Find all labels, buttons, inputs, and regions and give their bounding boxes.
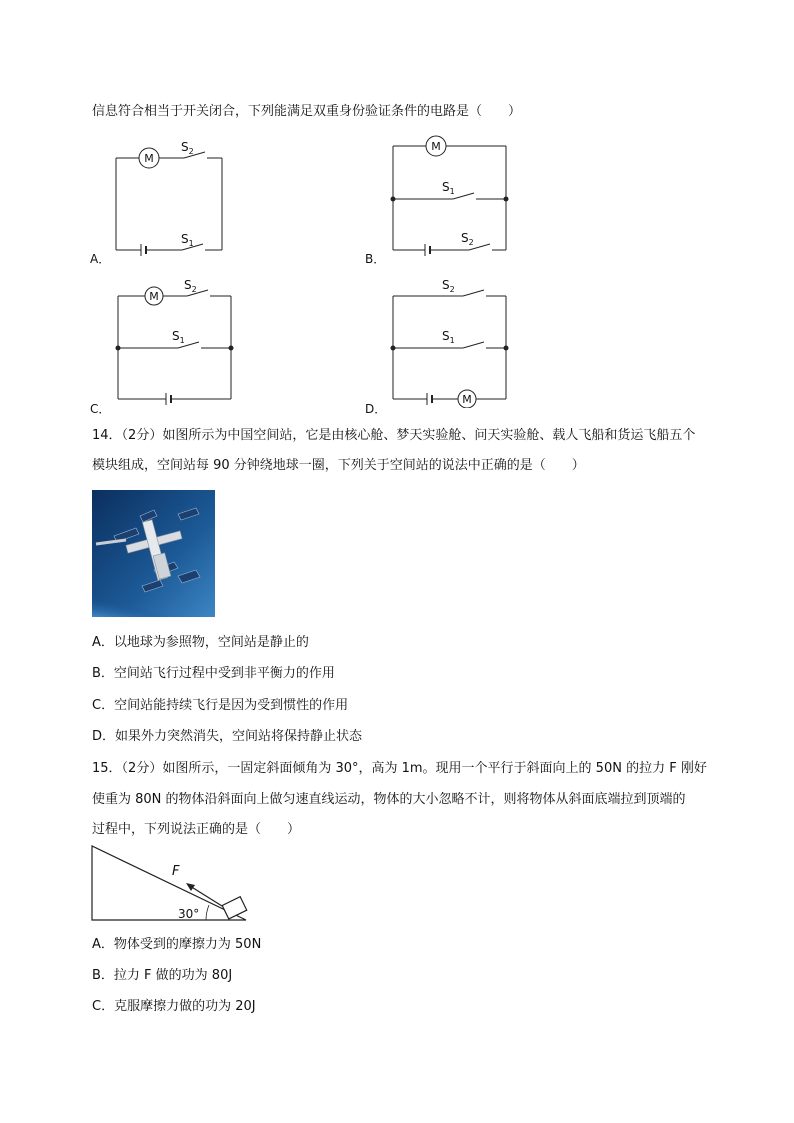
s2-label-a: S: [181, 140, 189, 154]
s1-label-d: S: [442, 329, 450, 343]
q15-stem-line2: 使重为 80N 的物体沿斜面向上做匀速直线运动，物体的大小忽略不计，则将物体从斜面底端拉到顶端的: [92, 792, 686, 807]
q14-option-d: D．如果外力突然消失，空间站将保持静止状态: [92, 729, 363, 744]
q15-stem-line1: 15．（2分）如图所示，一固定斜面倾角为 30°，高为 1m。现用一个平行于斜面向上的 50N 的拉力 F 刚好: [92, 761, 707, 776]
s1-label-c: S: [172, 329, 180, 343]
incline-diagram: [88, 842, 254, 924]
q13-option-a: A．: [90, 252, 111, 266]
svg-text:S1: $S_1$: [181, 232, 194, 248]
s1-label-b: S: [442, 180, 450, 194]
circuit-d: [385, 278, 515, 408]
motor-label-d: M: [462, 393, 472, 406]
space-station-photo: [92, 490, 215, 617]
s2-label-d: S: [442, 278, 450, 292]
q15-option-b: B．拉力 F 做的功为 80J: [92, 968, 233, 983]
q14-stem-line2: 模块组成，空间站每 90 分钟绕地球一圈，下列关于空间站的说法中正确的是（ ）: [92, 458, 585, 473]
q15-option-a: A．物体受到的摩擦力为 50N: [92, 937, 262, 952]
svg-text:S1: $S_1$: [172, 329, 185, 345]
svg-text:S2: $S_2$: [181, 140, 194, 156]
angle-label: 30°: [178, 907, 200, 921]
svg-text:S2: $S_2$: [442, 278, 455, 294]
q14-option-a: A．以地球为参照物，空间站是静止的: [92, 635, 309, 650]
s2-label-b: S: [461, 231, 469, 245]
motor-label-c: M: [149, 290, 159, 303]
circuit-b: [385, 132, 515, 258]
circuit-a: [108, 140, 233, 258]
q13-stem: 信息符合相当于开关闭合，下列能满足双重身份验证条件的电路是（ ）: [92, 104, 522, 119]
q14-option-c: C．空间站能持续飞行是因为受到惯性的作用: [92, 698, 349, 713]
s2-label-c: S: [184, 278, 192, 292]
s1-label-a: S: [181, 232, 189, 246]
q14-option-b: B．空间站飞行过程中受到非平衡力的作用: [92, 666, 335, 681]
svg-text:S2: $S_2$: [184, 278, 197, 294]
svg-text:S1: $S_1$: [442, 329, 455, 345]
motor-label-a: M: [144, 152, 154, 165]
svg-text:S1: $S_1$: [442, 180, 455, 196]
q15-stem-line3: 过程中，下列说法正确的是（ ）: [92, 822, 301, 837]
q13-option-d: D．: [365, 402, 387, 416]
q15-option-c: C．克服摩擦力做的功为 20J: [92, 999, 256, 1014]
force-label: F: [172, 864, 180, 879]
q13-option-c: C．: [90, 402, 111, 416]
motor-label-b: M: [431, 140, 441, 153]
q14-stem-line1: 14．（2分）如图所示为中国空间站，它是由核心舱、梦天实验舱、问天实验舱、载人飞船和货运飞船五个: [92, 428, 696, 443]
q13-option-b: B．: [365, 252, 386, 266]
circuit-c: [110, 278, 240, 408]
svg-text:S2: $S_2$: [461, 231, 474, 247]
